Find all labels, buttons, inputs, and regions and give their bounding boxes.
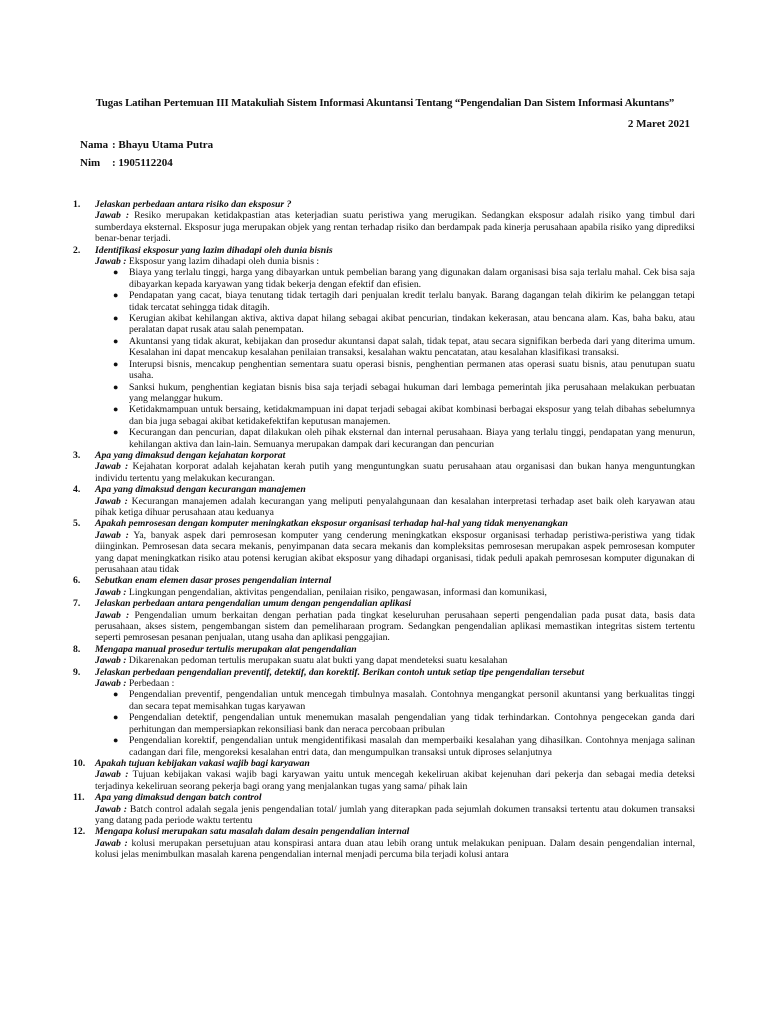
question-item <box>73 643 695 667</box>
question-number: 4. <box>73 484 81 496</box>
bullet-icon: ● <box>113 427 119 438</box>
question-text: Mengapa kolusi merupakan satu masalah dalam desain pengendalian internal <box>95 826 410 838</box>
question-number: 9. <box>73 666 81 678</box>
answer-bullet-item <box>113 335 695 359</box>
answer-text: Tujuan kebijakan vakasi wajib bagi karyawan yaitu untuk mencegah kekeliruan akibat kejenuhan dari pekerja dan sebagai media deteksi terjadinya kekeliruan seorang pekerja bagi orang yang menjalankan tugas yang sama/ pihak lain <box>95 769 696 792</box>
nim-label: Nim <box>80 157 101 169</box>
question-number: 8. <box>73 643 81 655</box>
answer-paragraph <box>95 655 695 666</box>
bullet-icon: ● <box>113 689 119 700</box>
question-text: Identifikasi eksposur yang lazim dihadapi oleh dunia bisnis <box>95 244 333 256</box>
answer-bullet-item <box>113 358 695 382</box>
question-item <box>73 826 695 861</box>
answer-bullet-item <box>113 381 695 405</box>
bullet-text: Pengendalian korektif, pengendalian untuk mengidentifikasi masalah dan memperbaiki kesalahan yang dihasilkan. Contohnya menjaga salinan cadangan dari file, mengoreksi kesalahan entri data, dan mengumpulkan transaksi untuk diproses selanjutnya <box>129 735 695 758</box>
bullet-text: Sanksi hukum, penghentian kegiatan bisnis bisa saja terjadi sebagai hukuman dari lembaga pemerintah jika perusahaan melakukan perbuatan yang melanggar hukum. <box>129 381 695 404</box>
answer-paragraph <box>95 769 695 792</box>
answer-text: Kejahatan korporat adalah kejahatan kerah putih yang menguntungkan suatu perusahaan atau organisasi dan bukan hanya menguntungkan individu tertentu yang melakukan kecurangan. <box>95 461 696 484</box>
question-number: 3. <box>73 449 81 461</box>
question-text: Jelaskan perbedaan antara risiko dan eksposur ? <box>95 199 292 210</box>
bullet-icon: ● <box>113 735 119 746</box>
question-item <box>73 244 695 450</box>
question-text: Apa yang dimaksud dengan kecurangan manajemen <box>95 484 306 496</box>
bullet-text: Kecurangan dan pencurian, dapat dilakukan oleh pihak eksternal dan internal perusahaan. Biaya yang terlalu tinggi, pendapatan yang menurun, kehilangan aktiva dan lain-lain. Semuanya merupakan dampak dari kecurangan dan pencurian <box>129 427 695 450</box>
answer-bullet-item <box>113 735 695 758</box>
answer-label: Jawab : <box>95 655 127 667</box>
question-number: 1. <box>73 199 81 210</box>
nim-value: : 1905112204 <box>112 157 173 169</box>
question-item <box>73 792 696 826</box>
bullet-icon: ● <box>113 335 119 346</box>
question-number: 2. <box>73 244 81 256</box>
document-date: 2 Maret 2021 <box>627 118 690 130</box>
question-number: 12. <box>73 826 86 838</box>
bullet-text: Ketidakmampuan untuk bersaing, ketidakmampuan ini dapat terjadi sebagai akibat kombinasi berbagai eksposur yang telah dibahas sebelumnya dan bia juga sebagai akibat ketidakefektifan keputusan manajemen. <box>129 404 695 427</box>
answer-text: Resiko merupakan ketidakpastian atas keterjadian suatu peristiwa yang merugikan. Sedangkan eksposur adalah risiko yang timbul dari sumberdaya eksternal. Eksposur juga merupakan objek yang rentan terhadap risiko dan berdampak pada kinerja perusahaan apabila risiko yang diprediksi benar-benar terjadi. <box>95 210 696 245</box>
answer-bullet-item <box>113 267 695 290</box>
question-text: Apa yang dimaksud dengan kejahatan korporat <box>95 449 286 461</box>
answer-bullet-item <box>113 290 695 313</box>
answer-label: Jawab : <box>95 210 130 222</box>
answer-text: Ya, banyak aspek dari pemrosesan komputer yang cenderung meningkatkan eksposur organisasi terhadap peristiwa-peristiwa yang tidak diinginkan. Pemrosesan data secara mekanis, penyimpanan data secara mekanis dan kompleksitas pemrosesan merupakan aspek pemrosesan komputer yang dapat meningkatkan risiko atau potensi kerugian akibat eksposur yang dihadapi organisasi, tidak peduli apakah pemrosesan komputer digunakan di perusahaan atau tidak <box>95 529 695 575</box>
question-text: Apakah tujuan kebijakan vakasi wajib bagi karyawan <box>95 757 310 769</box>
answer-label: Jawab : <box>95 461 129 473</box>
name-label: Nama <box>80 139 109 151</box>
bullet-text: Biaya yang terlalu tinggi, harga yang dibayarkan untuk pembelian barang yang digunakan dalam organisasi bisa saja terlalu mahal. Cek bisa saja dibayarkan kepada karyawan yang tidak bekerja dengan efektif dan efisien. <box>129 267 695 290</box>
answer-bullet-item <box>113 427 695 450</box>
answer-paragraph <box>95 461 695 484</box>
answer-text: Dikarenakan pedoman tertulis merupakan suatu alat bukti yang dapat mendeteksi suatu kesalahan <box>128 655 508 667</box>
question-number: 7. <box>73 598 81 610</box>
bullet-icon: ● <box>113 290 119 301</box>
question-item <box>73 666 695 758</box>
answer-text: Kecurangan manajemen adalah kecurangan yang meliputi penyalahgunaan dan kesalahan interpretasi terhadap aset baik oleh karyawan atau pihak ketiga dihuar perusahaan atau keduanya <box>95 495 695 518</box>
answer-text: Perbedaan : <box>128 678 175 690</box>
answer-label: Jawab : <box>95 803 127 815</box>
answer-text: Pengendalian umum berkaitan dengan perhatian pada tingkat keseluruhan perusahaan seperti pengendalian pada pusat data, basis data perusahaan, akses sistem, pengembangan sistem dan pemeliharaan program. Sedangkan pengendalian aplikasi memastikan integritas sistem tertentu seperti pemrosesan pesanan penjualan, utang usaha dan aplikasi penggajian. <box>95 609 696 644</box>
answer-bullet-list <box>95 689 695 757</box>
question-item <box>73 575 695 598</box>
student-nim-row <box>80 157 173 169</box>
question-item <box>73 484 695 518</box>
answer-bullet-item <box>113 689 695 712</box>
answer-paragraph <box>95 530 695 576</box>
question-text: Mengapa manual prosedur tertulis merupakan alat pengendalian <box>95 643 357 655</box>
answer-bullet-item <box>113 404 695 427</box>
answer-text: Batch control adalah segala jenis pengendalian total/ jumlah yang diterapkan pada sejumlah dokumen transaksi tertentu atau dokumen transaksi yang datang pada periode waktu tertentu <box>95 803 696 826</box>
question-number: 5. <box>73 518 81 530</box>
bullet-icon: ● <box>113 712 119 723</box>
answer-label: Jawab : <box>95 256 127 268</box>
question-item <box>73 449 696 484</box>
answer-paragraph <box>95 838 695 861</box>
question-text: Sebutkan enam elemen dasar proses pengendalian internal <box>95 575 332 587</box>
question-number: 11. <box>73 792 85 804</box>
bullet-icon: ● <box>113 313 119 324</box>
answer-label: Jawab : <box>95 529 129 541</box>
question-text: Jelaskan perbedaan antara pengendalian umum dengan pengendalian aplikasi <box>95 598 412 610</box>
answer-paragraph <box>95 210 695 244</box>
bullet-icon: ● <box>113 358 119 369</box>
answer-paragraph <box>95 256 695 267</box>
question-item <box>73 757 696 792</box>
question-text: Apakah pemrosesan dengan komputer meningkatkan eksposur organisasi terhadap hal-hal yang tidak menyenangkan <box>95 518 568 530</box>
answer-text: Eksposur yang lazim dihadapi oleh dunia bisnis : <box>128 256 320 268</box>
bullet-text: Pengendalian detektif, pengendalian untuk menemukan masalah pengendalian yang tidak terhindarkan. Contohnya pengecekan ganda dari perhitungan dan mempersiapkan rekonsiliasi bank dan neraca percobaan pribulan <box>129 712 695 735</box>
answer-text: kolusi merupakan persetujuan atau konspirasi antara duan atau lebih orang untuk melakukan penipuan. Dalam desain pengendalian internal, kolusi jelas menimbulkan masalah karena pengendalian internal menjadi percuma bila terjadi kolusi antara <box>95 837 695 861</box>
answer-paragraph <box>95 678 695 689</box>
answer-label: Jawab : <box>95 678 127 690</box>
question-number: 10. <box>73 757 86 769</box>
question-text: Jelaskan perbedaan pengendalian preventif, detektif, dan korektif. Berikan contoh untuk setiap tipe pengendalian tersebut <box>95 666 585 678</box>
question-item <box>73 598 696 644</box>
answer-label: Jawab : <box>95 495 128 507</box>
bullet-icon: ● <box>113 267 119 278</box>
answer-paragraph <box>95 587 695 598</box>
answer-bullet-list <box>95 267 695 450</box>
answer-paragraph <box>95 496 695 519</box>
student-name-row <box>80 139 213 151</box>
bullet-icon: ● <box>113 381 119 392</box>
answer-label: Jawab : <box>95 837 128 849</box>
question-list <box>73 199 696 861</box>
answer-label: Jawab : <box>95 586 127 598</box>
bullet-text: Pengendalian preventif, pengendalian untuk mencegah timbulnya masalah. Contohnya mengangkat personil akuntansi yang berkualitas tinggi dan secara tepat memisahkan tugas karyawan <box>129 689 695 712</box>
question-item <box>73 518 695 575</box>
answer-text: Lingkungan pengendalian, aktivitas pengendalian, penilaian risiko, pengawasan, informasi dan komunikasi, <box>128 586 547 598</box>
bullet-text: Kerugian akibat kehilangan aktiva, aktiva dapat hilang sebagai akibat pencurian, tindakan kekerasan, atau bencana alam. Kas, baha baku, atau peralatan dapat rusak atau salah penempatan. <box>129 313 695 336</box>
answer-paragraph <box>95 610 695 644</box>
bullet-text: Pendapatan yang cacat, biaya tenutang tidak tertagih dari penjualan kredit terlalu banyak. Barang dagangan telah dikirim ke pelanggan tetapi tidak tercatat sehingga tidak ditagih. <box>129 290 695 313</box>
answer-bullet-item <box>113 313 695 336</box>
name-value: : Bhayu Utama Putra <box>112 139 214 151</box>
question-number: 6. <box>73 575 81 587</box>
answer-bullet-item <box>113 712 695 735</box>
bullet-text: Interupsi bisnis, mencakup penghentian sementara suatu operasi bisnis, penghentian permanen atas operasi suatu bisnis, atau penutupan suatu usaha. <box>129 358 695 382</box>
answer-label: Jawab : <box>95 609 130 621</box>
answer-label: Jawab : <box>95 769 129 781</box>
answer-paragraph <box>95 804 695 827</box>
question-text: Apa yang dimaksud dengan batch control <box>95 792 262 804</box>
document-title: Tugas Latihan Pertemuan III Matakuliah Sistem Informasi Akuntansi Tentang “Pengendalian Dan Sistem Informasi Akuntans” <box>95 97 675 109</box>
bullet-text: Akuntansi yang tidak akurat, kebijakan dan prosedur akuntansi dapat salah, tidak tepat, atau secara signifikan berbeda dari yang diterima umum. Kesalahan ini dapat mencakup kesalahan penilaian transaksi, kesalahan waktu pencatatan, atau kesalahan klasifikasi transaksi. <box>129 335 695 359</box>
question-item <box>73 199 696 245</box>
bullet-icon: ● <box>113 404 119 415</box>
